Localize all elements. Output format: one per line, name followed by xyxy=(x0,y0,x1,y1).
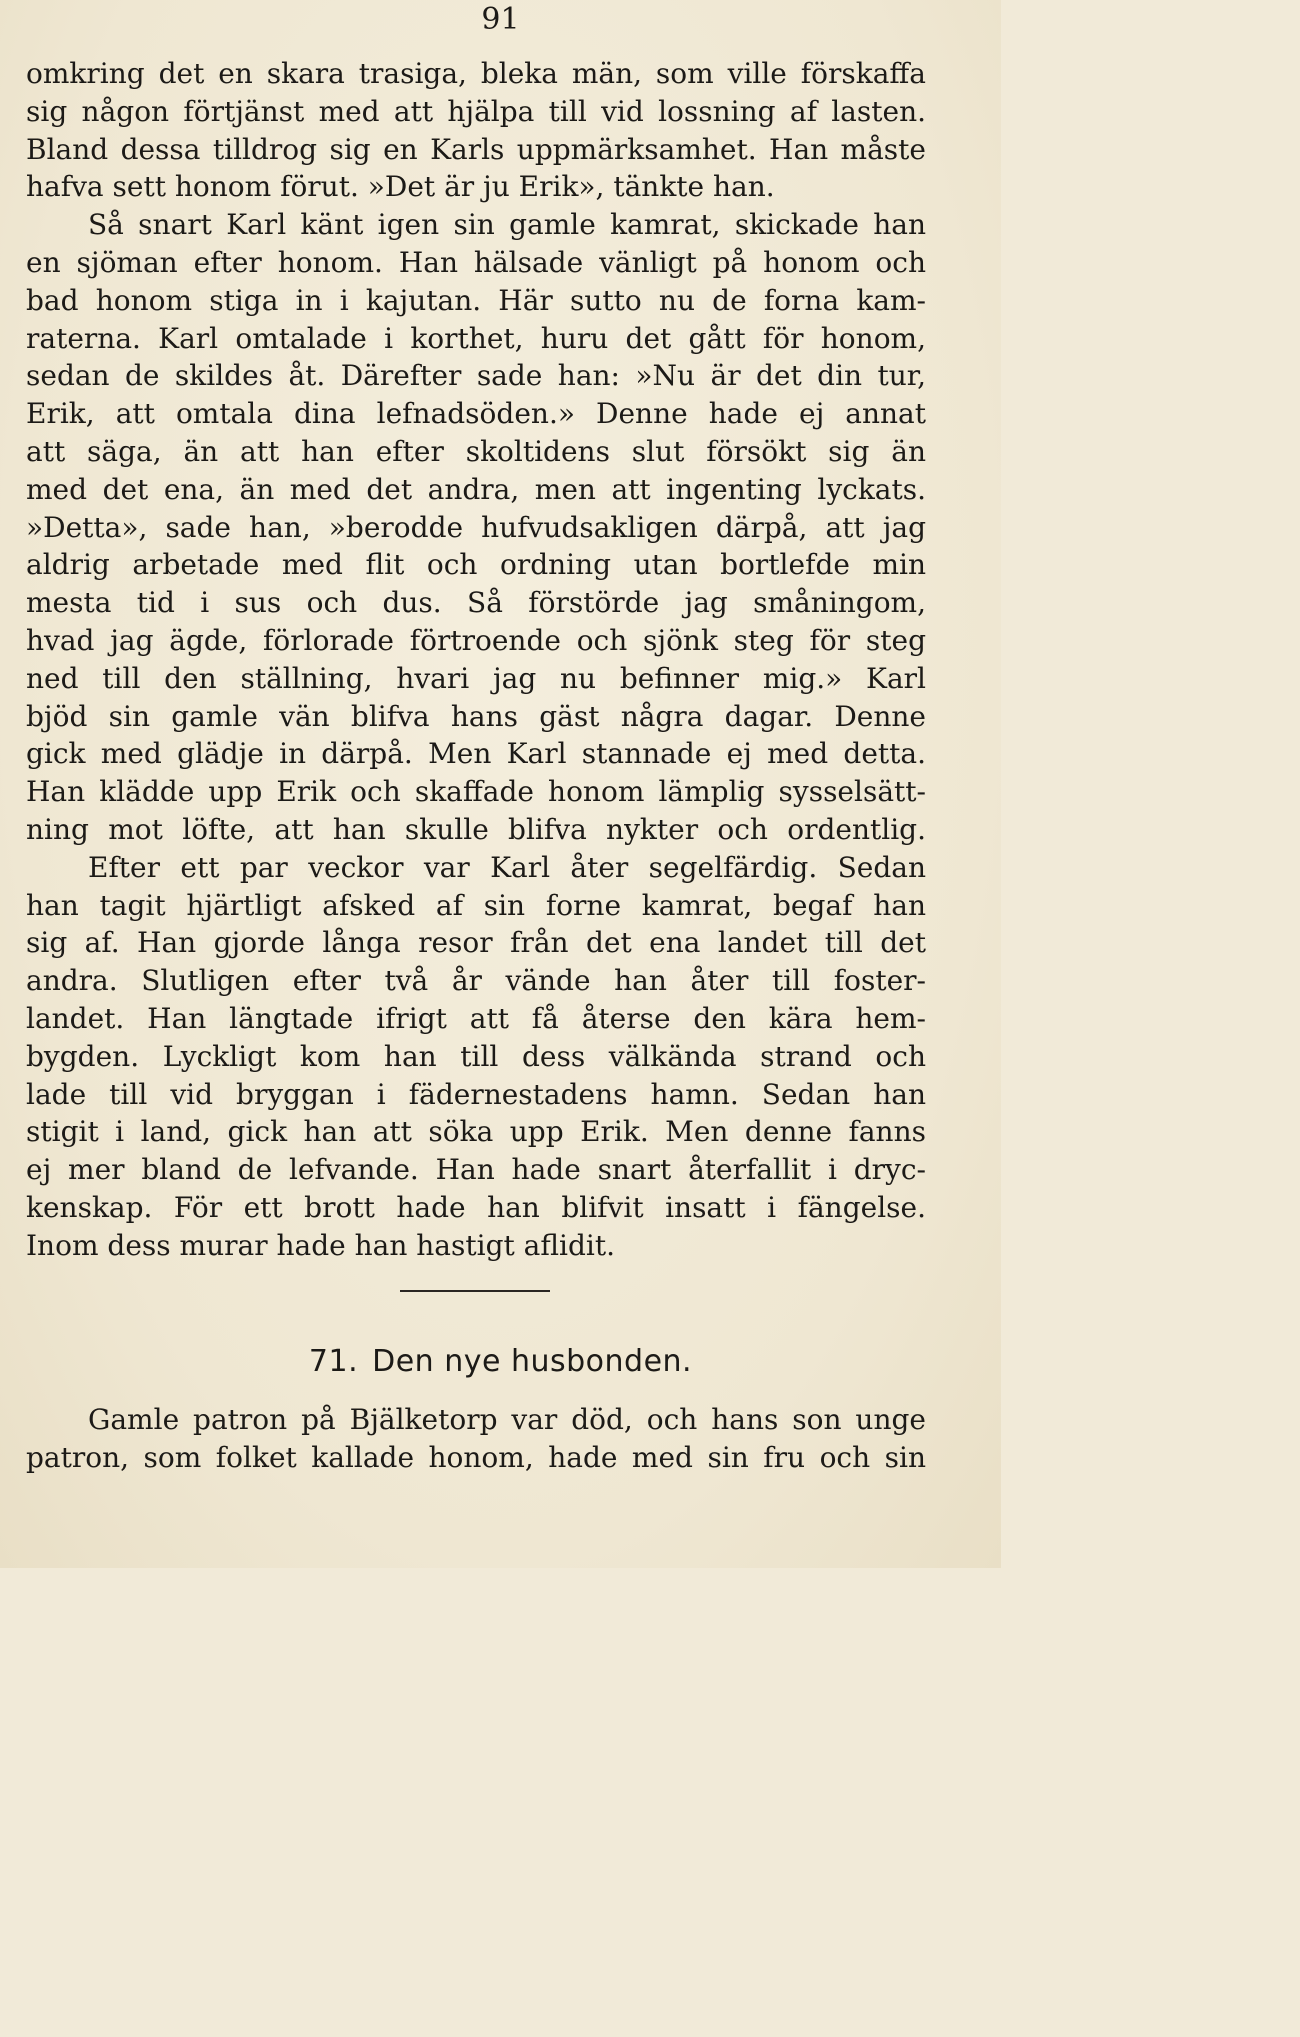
text-line: stigit i land, gick han att söka upp Erik. Men denne fanns xyxy=(26,1115,926,1149)
text-line: att säga, än att han efter skoltidens slut försökt sig än xyxy=(26,434,926,468)
text-line: landet. Han längtade ifrigt att få återse den kära hem- xyxy=(26,1001,926,1035)
text-line: sig någon förtjänst med att hjälpa till vid lossning af lasten. xyxy=(26,94,926,128)
text-line: omkring det en skara trasiga, bleka män, som ville förskaffa xyxy=(26,57,926,90)
text-line: hafva sett honom förut. »Det är ju Erik», tänkte han. xyxy=(26,170,775,204)
section-number: 71. xyxy=(308,1344,359,1379)
text-line: ned till den ställning, hvari jag nu befinner mig.» Karl xyxy=(26,661,926,695)
text-line: lade till vid bryggan i fädernestadens hamn. Sedan han xyxy=(26,1077,926,1111)
text-line: bygden. Lyckligt kom han till dess välkända strand och xyxy=(26,1039,926,1073)
text-line: bad honom stiga in i kajutan. Här sutto nu de forna kam- xyxy=(26,283,926,317)
text-line: bjöd sin gamle vän blifva hans gäst några dagar. Denne xyxy=(26,699,926,733)
text-line: aldrig arbetade med flit och ordning utan bortlefde min xyxy=(26,548,926,582)
text-line: ej mer bland de lefvande. Han hade snart återfallit i dryc- xyxy=(26,1153,926,1187)
text-line: han tagit hjärtligt afsked af sin forne kamrat, begaf han xyxy=(26,888,926,922)
text-line: raterna. Karl omtalade i korthet, huru det gått för honom, xyxy=(26,321,926,355)
text-line: sedan de skildes åt. Därefter sade han: »Nu är det din tur, xyxy=(26,359,926,393)
text-line: patron, som folket kallade honom, hade med sin fru och sin xyxy=(26,1440,926,1474)
page-number: 91 xyxy=(481,2,520,37)
text-line: hvad jag ägde, förlorade förtroende och sjönk steg för steg xyxy=(26,623,926,657)
section-title: Den nye husbonden. xyxy=(372,1344,693,1379)
section-divider xyxy=(400,1290,550,1292)
text-line: Efter ett par veckor var Karl åter segelfärdig. Sedan xyxy=(88,850,926,884)
text-line: Bland dessa tilldrog sig en Karls uppmärksamhet. Han måste xyxy=(26,132,926,166)
text-line: en sjöman efter honom. Han hälsade vänligt på honom och xyxy=(26,245,926,279)
text-line: ning mot löfte, att han skulle blifva nykter och ordentlig. xyxy=(26,812,926,846)
section-text xyxy=(26,1401,926,1477)
text-line: »Detta», sade han, »berodde hufvudsakligen därpå, att jag xyxy=(26,510,926,544)
text-line: Inom dess murar hade han hastigt aflidit. xyxy=(26,1228,615,1262)
text-line: andra. Slutligen efter två år vände han åter till foster- xyxy=(26,964,926,998)
text-line: kenskap. För ett brott hade han blifvit insatt i fängelse. xyxy=(26,1190,926,1224)
text-line: Han klädde upp Erik och skaffade honom lämplig sysselsätt- xyxy=(26,775,926,809)
body-text xyxy=(26,55,926,1265)
text-line: Så snart Karl känt igen sin gamle kamrat, skickade han xyxy=(88,208,926,242)
text-line: Gamle patron på Bjälketorp var död, och hans son unge xyxy=(88,1403,926,1436)
text-line: mesta tid i sus och dus. Så förstörde jag småningom, xyxy=(26,586,926,620)
text-line: gick med glädje in därpå. Men Karl stannade ej med detta. xyxy=(26,737,926,771)
section-heading xyxy=(0,1342,1001,1382)
text-line: med det ena, än med det andra, men att ingenting lyckats. xyxy=(26,472,926,506)
text-line: Erik, att omtala dina lefnadsöden.» Denne hade ej annat xyxy=(26,397,926,431)
text-line: sig af. Han gjorde långa resor från det ena landet till det xyxy=(26,926,926,960)
